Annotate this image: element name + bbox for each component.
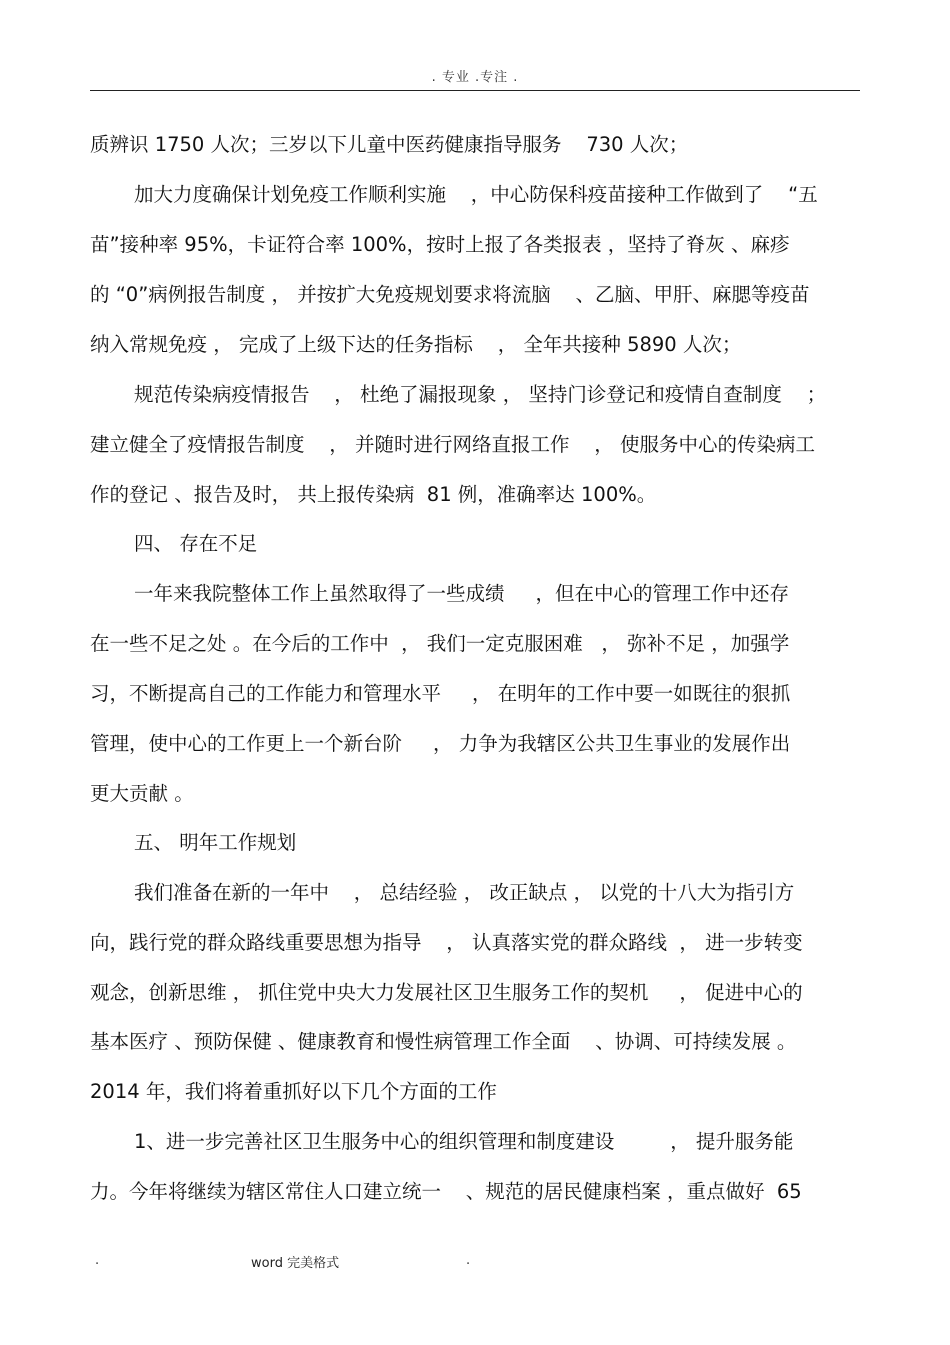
header-text: . 专业 .专注 . (431, 70, 519, 85)
body-line: 习，不断提高自己的工作能力和管理水平 ， 在明年的工作中要一如既往的狠抓 (90, 682, 791, 705)
header-divider (90, 90, 860, 91)
body-line: 质辨识 1750 人次；三岁以下儿童中医药健康指导服务 730 人次； (90, 133, 689, 156)
body-line: 的 “0”病例报告制度 ， 并按扩大免疫规划要求将流脑 、乙脑、甲肝、麻腮等疫苗 (90, 283, 810, 306)
body-line: 观念，创新思维 ， 抓住党中央大力发展社区卫生服务工作的契机 ， 促进中心的 (90, 981, 803, 1004)
body-line: 向，践行党的群众路线重要思想为指导 ， 认真落实党的群众路线 ， 进一步转变 (90, 931, 803, 954)
section-heading: 五、 明年工作规划 (134, 831, 297, 854)
footer-text: word 完美格式 (251, 1256, 340, 1271)
body-line: 在一些不足之处 。在今后的工作中 ， 我们一定克服困难 ， 弥补不足 ，加强学 (90, 632, 790, 655)
body-line: 建立健全了疫情报告制度 ， 并随时进行网络直报工作 ， 使服务中心的传染病工 (90, 433, 815, 456)
body-line: 2014 年，我们将着重抓好以下几个方面的工作 (90, 1080, 497, 1103)
body-line: 我们准备在新的一年中 ， 总结经验 ， 改正缺点 ， 以党的十八大为指引方 (134, 881, 795, 904)
body-line: 1、进一步完善社区卫生服务中心的组织管理和制度建设 ， 提升服务能 (134, 1130, 794, 1153)
body-line: 作的登记 、报告及时， 共上报传染病 81 例，准确率达 100%。 (90, 483, 657, 506)
body-line: 规范传染病疫情报告 ， 杜绝了漏报现象 ， 坚持门诊登记和疫情自查制度 ； (134, 383, 827, 406)
footer-dot-right: . (466, 1253, 471, 1268)
body-line: 一年来我院整体工作上虽然取得了一些成绩 ，但在中心的管理工作中还存 (134, 582, 789, 605)
body-line: 纳入常规免疫 ， 完成了上级下达的任务指标 ， 全年共接种 5890 人次； (90, 333, 742, 356)
footer-dot-left: . (95, 1253, 100, 1268)
body-line: 苗”接种率 95%，卡证符合率 100%，按时上报了各类报表 ，坚持了脊灰 、麻疹 (90, 233, 790, 256)
body-line: 管理，使中心的工作更上一个新台阶 ， 力争为我辖区公共卫生事业的发展作出 (90, 732, 791, 755)
body-line: 加大力度确保计划免疫工作顺利实施 ，中心防保科疫苗接种工作做到了 “五 (134, 183, 818, 206)
body-line: 力。今年将继续为辖区常住人口建立统一 、规范的居民健康档案 ，重点做好 65 (90, 1180, 802, 1203)
body-line: 基本医疗 、预防保健 、健康教育和慢性病管理工作全面 、协调、可持续发展 。 (90, 1030, 797, 1053)
section-heading: 四、 存在不足 (134, 532, 258, 555)
body-line: 更大贡献 。 (90, 782, 194, 805)
